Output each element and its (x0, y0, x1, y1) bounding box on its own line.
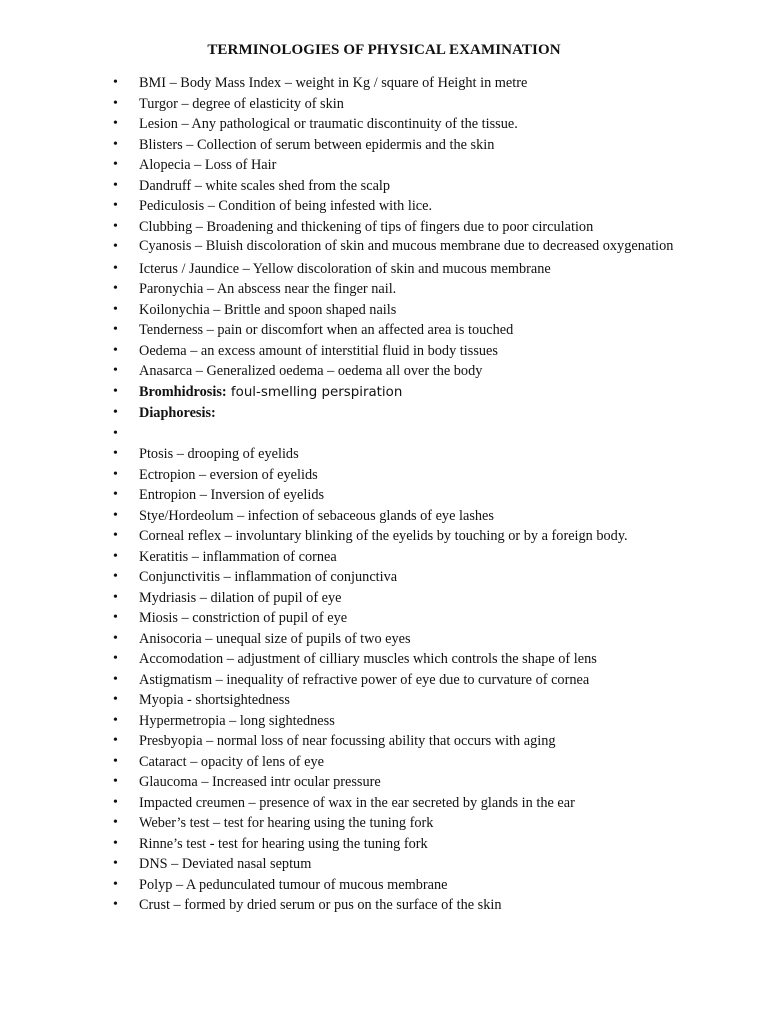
list-item-empty (0, 424, 700, 445)
list-item (0, 114, 700, 135)
bullet-icon: • (113, 487, 118, 502)
list-item-text: Anasarca – Generalized oedema – oedema all over the body (139, 363, 483, 379)
bullet-icon: • (113, 507, 118, 523)
bullet-icon: • (113, 815, 118, 830)
list-item (0, 485, 700, 506)
list-item (0, 629, 700, 650)
list-item (0, 237, 700, 259)
list-item-text: Myopia - shortsightedness (139, 692, 290, 708)
bullet-icon: • (113, 712, 118, 728)
list-item (0, 155, 700, 176)
bullet-icon: • (113, 322, 118, 337)
list-item (0, 403, 700, 424)
list-item (0, 649, 700, 670)
list-item-text: Hypermetropia – long sightedness (139, 712, 335, 729)
bullet-icon: • (113, 856, 118, 871)
list-item-text: Oedema – an excess amount of interstitial fluid in body tissues (139, 342, 498, 359)
list-item (0, 875, 700, 896)
list-item-text: DNS – Deviated nasal septum (139, 856, 312, 872)
list-item (0, 444, 700, 465)
bullet-icon: • (113, 260, 118, 276)
list-item (0, 135, 700, 156)
bullet-icon: • (113, 733, 118, 748)
list-item (0, 465, 700, 486)
list-item (0, 279, 700, 300)
bullet-icon: • (113, 528, 118, 543)
bullet-icon: • (113, 569, 118, 584)
list-item-text: Ptosis – drooping of eyelids (139, 446, 299, 462)
bullet-icon: • (113, 157, 118, 172)
bullet-icon: • (113, 405, 118, 420)
list-item (0, 526, 700, 547)
list-item-text: Koilonychia – Brittle and spoon shaped nails (139, 301, 397, 318)
list-item (0, 813, 700, 834)
list-item (0, 259, 700, 280)
list-item (0, 547, 700, 568)
bullet-icon: • (113, 897, 118, 912)
list-item-text: Glaucoma – Increased intr ocular pressure (139, 774, 381, 790)
list-item (0, 300, 700, 321)
list-item-text: Mydriasis – dilation of pupil of eye (139, 589, 342, 606)
bullet-icon: • (113, 363, 118, 378)
bullet-icon: • (113, 794, 118, 810)
list-item-text: Polyp – A pedunculated tumour of mucous membrane (139, 876, 448, 893)
list-item-text: Corneal reflex – involuntary blinking of the eyelids by touching or by a foreign body. (139, 528, 628, 544)
term-diaphoresis: Diaphoresis: (139, 405, 216, 421)
list-item-text: Miosis – constriction of pupil of eye (139, 610, 348, 626)
list-item-text: Rinne’s test - test for hearing using the tuning fork (139, 835, 428, 852)
list-item (0, 341, 700, 362)
list-item-text: Blisters – Collection of serum between epidermis and the skin (139, 136, 495, 153)
bullet-icon: • (113, 589, 118, 605)
bullet-icon: • (113, 753, 118, 769)
term-bromhidrosis: Bromhidrosis: (139, 383, 227, 400)
list-item-text: Keratitis – inflammation of cornea (139, 548, 337, 565)
list-item-text: Cataract – opacity of lens of eye (139, 753, 324, 770)
bullet-icon: • (113, 75, 118, 90)
list-item-text: Dandruff – white scales shed from the scalp (139, 177, 391, 194)
list-item (0, 670, 700, 691)
bullet-icon: • (113, 116, 118, 131)
list-item-text: Anisocoria – unequal size of pupils of two eyes (139, 630, 411, 647)
list-item-text: BMI – Body Mass Index – weight in Kg / square of Height in metre (139, 75, 528, 91)
list-item (0, 73, 700, 94)
bullet-icon: • (113, 876, 118, 892)
bullet-icon: • (113, 301, 118, 317)
bullet-icon: • (113, 548, 118, 564)
list-item-text: Entropion – Inversion of eyelids (139, 487, 325, 503)
bullet-icon: • (113, 136, 118, 152)
list-item (0, 567, 700, 588)
list-item-text: Astigmatism – inequality of refractive power of eye due to curvature of cornea (139, 671, 590, 688)
list-item-text: Conjunctivitis – inflammation of conjunctiva (139, 569, 398, 585)
bullet-icon: • (113, 651, 118, 666)
bullet-icon: • (113, 774, 118, 789)
list-item-text: Paronychia – An abscess near the finger nail. (139, 281, 397, 297)
list-item-text: Presbyopia – normal loss of near focussing ability that occurs with aging (139, 733, 556, 749)
definition-bromhidrosis: foul-smelling perspiration (226, 384, 403, 400)
list-item-text: Turgor – degree of elasticity of skin (139, 95, 344, 112)
list-item-text: Accomodation – adjustment of cilliary muscles which controls the shape of lens (139, 651, 597, 667)
list-item (0, 94, 700, 115)
bullet-icon: • (113, 446, 118, 461)
list-item-text: Lesion – Any pathological or traumatic discontinuity of the tissue. (139, 116, 518, 132)
list-item-text: Pediculosis – Condition of being infested with lice. (139, 198, 433, 214)
list-item (0, 690, 700, 711)
list-item (0, 895, 700, 916)
bullet-icon: • (113, 630, 118, 646)
bullet-icon: • (113, 177, 118, 193)
bullet-icon: • (113, 239, 118, 254)
bullet-icon: • (113, 95, 118, 111)
list-item (0, 711, 700, 732)
list-item (0, 382, 700, 404)
list-item (0, 731, 700, 752)
terms-list (0, 73, 700, 916)
list-item (0, 772, 700, 793)
list-item-text: Tenderness – pain or discomfort when an affected area is touched (139, 322, 514, 338)
list-item (0, 793, 700, 814)
list-item (0, 196, 700, 217)
list-item-text: Stye/Hordeolum – infection of sebaceous glands of eye lashes (139, 507, 494, 524)
bullet-icon: • (113, 383, 118, 399)
list-item-text: Alopecia – Loss of Hair (139, 157, 277, 173)
list-item (0, 506, 700, 527)
bullet-icon: • (113, 281, 118, 296)
list-item-text: Ectropion – eversion of eyelids (139, 466, 318, 483)
bullet-icon: • (113, 466, 118, 482)
bullet-icon: • (113, 610, 118, 625)
bullet-icon: • (113, 835, 118, 851)
list-item (0, 608, 700, 629)
list-item (0, 320, 700, 341)
list-item-text: Clubbing – Broadening and thickening of tips of fingers due to poor circulation (139, 218, 594, 235)
list-item (0, 588, 700, 609)
list-item (0, 361, 700, 382)
list-item-text: Impacted creumen – presence of wax in the ear secreted by glands in the ear (139, 794, 575, 811)
list-item-text: Icterus / Jaundice – Yellow discoloration of skin and mucous membrane (139, 260, 551, 277)
list-item (0, 854, 700, 875)
bullet-icon: • (113, 342, 118, 358)
bullet-icon: • (113, 198, 118, 213)
list-item (0, 834, 700, 855)
bullet-icon: • (113, 425, 118, 441)
bullet-icon: • (113, 671, 118, 687)
list-item (0, 176, 700, 197)
list-item-text: Weber’s test – test for hearing using the tuning fork (139, 815, 434, 831)
list-item (0, 752, 700, 773)
page-title: TERMINOLOGIES OF PHYSICAL EXAMINATION (207, 42, 561, 58)
bullet-icon: • (113, 692, 118, 707)
bullet-icon: • (113, 218, 118, 234)
list-item-text: Cyanosis – Bluish discoloration of skin and mucous membrane due to decreased oxygenation (139, 238, 674, 254)
list-item (0, 217, 700, 238)
list-item-text: Crust – formed by dried serum or pus on the surface of the skin (139, 897, 502, 913)
